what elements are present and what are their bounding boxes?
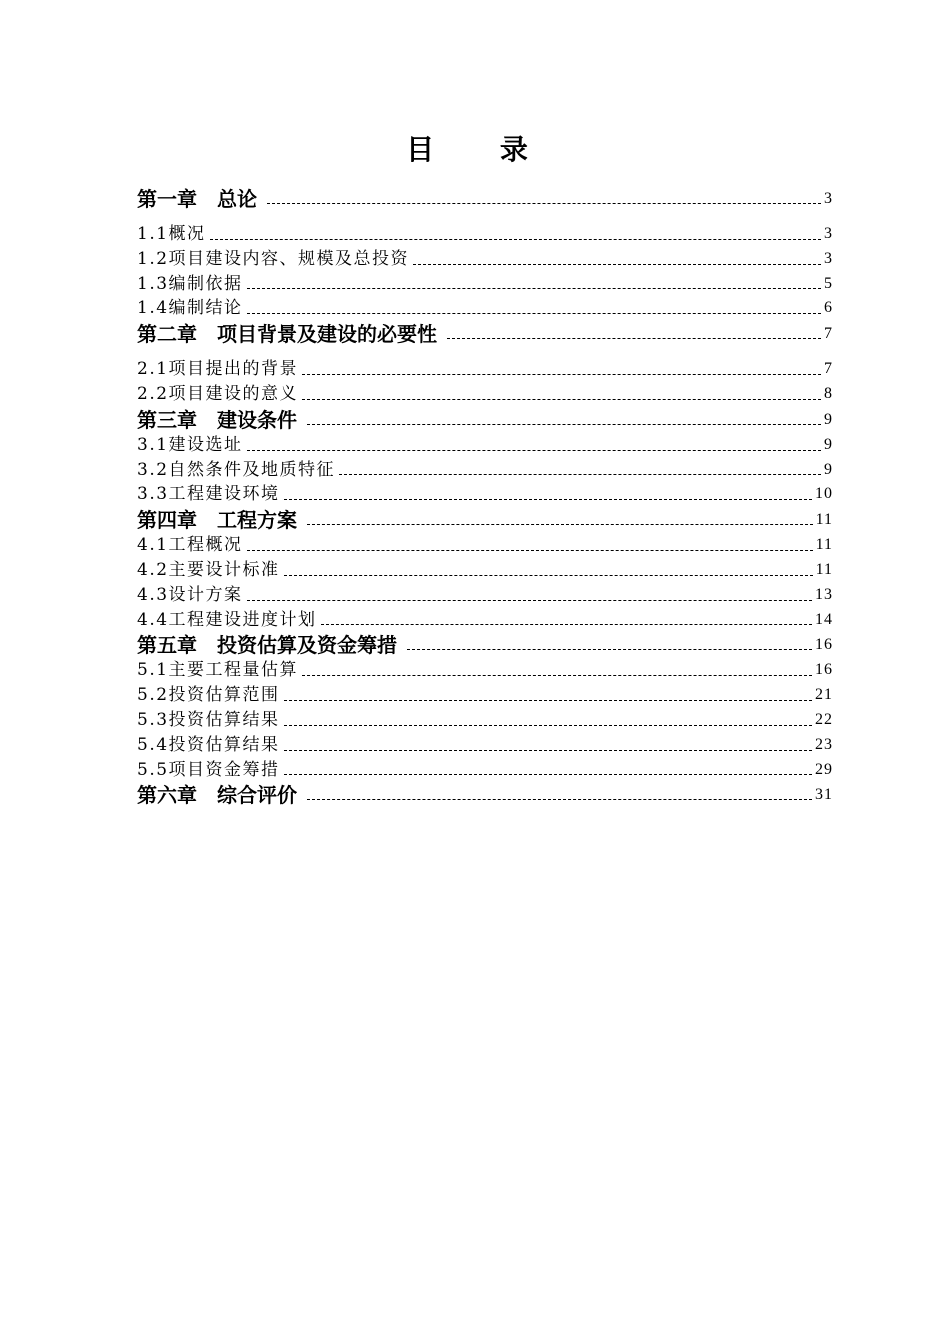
toc-section-3-1[interactable] [137, 433, 833, 458]
toc-chapter-2[interactable] [137, 321, 833, 347]
toc-section-1-4[interactable] [137, 296, 833, 321]
toc-page-number: 16 [815, 661, 833, 679]
toc-section-5-5[interactable] [137, 758, 833, 783]
toc-page-number: 22 [815, 710, 833, 728]
toc-title: 目 录 [406, 133, 556, 166]
toc-entry-text: 3.3工程建设环境 [137, 484, 280, 505]
toc-entry-text: 1.4编制结论 [137, 298, 243, 319]
toc-section-3-2[interactable] [137, 458, 833, 483]
toc-dot-leader [302, 675, 812, 676]
toc-entry-text: 第四章 工程方案 [137, 508, 297, 533]
toc-page-number: 11 [815, 511, 833, 529]
toc-page-number: 9 [824, 435, 833, 453]
toc-dot-leader [284, 750, 812, 751]
toc-entry-text: 1.2项目建设内容、规模及总投资 [137, 248, 410, 269]
toc-page-number: 10 [815, 485, 833, 503]
toc-dot-leader [321, 624, 812, 625]
toc-page-number: 3 [824, 249, 833, 267]
toc-section-4-1[interactable] [137, 533, 833, 558]
toc-dot-leader [247, 288, 821, 289]
toc-page-number: 3 [824, 190, 833, 207]
toc-entry-text: 5.2投资估算范围 [137, 685, 280, 706]
toc-dot-leader [247, 550, 813, 551]
toc-section-5-2[interactable] [137, 683, 833, 708]
toc-entry-text: 3.2自然条件及地质特征 [137, 459, 336, 480]
toc-entry-text: 5.3投资估算结果 [137, 709, 280, 730]
toc-chapter-3[interactable] [137, 407, 833, 433]
toc-page-number: 16 [815, 636, 833, 654]
toc-dot-leader [267, 203, 821, 204]
toc-entry-text: 4.2主要设计标准 [137, 559, 280, 580]
toc-dot-leader [284, 499, 812, 500]
toc-page-number: 14 [815, 610, 833, 628]
toc-entry-text: 1.3编制依据 [137, 273, 243, 294]
toc-section-4-2[interactable] [137, 558, 833, 583]
toc-dot-leader [407, 649, 812, 650]
toc-entry-text: 第一章 总论 [137, 187, 257, 211]
toc-chapter-4[interactable] [137, 507, 833, 533]
toc-section-5-3[interactable] [137, 708, 833, 733]
toc-dot-leader [302, 399, 821, 400]
toc-dot-leader [413, 264, 821, 265]
toc-page-number: 9 [824, 410, 833, 428]
toc-entry-text: 1.1概况 [137, 224, 206, 244]
toc-page-number: 23 [815, 735, 833, 753]
toc-section-3-3[interactable] [137, 482, 833, 507]
toc-section-4-3[interactable] [137, 583, 833, 608]
toc-section-1-2[interactable] [137, 247, 833, 272]
toc-page-number: 21 [815, 686, 833, 704]
toc-page-number: 3 [824, 225, 833, 242]
toc-page-number: 11 [815, 536, 833, 554]
toc-entry-text: 5.5项目资金筹措 [137, 759, 280, 780]
toc-dot-leader [302, 374, 821, 375]
toc-page-number: 8 [824, 384, 833, 402]
toc-page-number: 7 [824, 325, 833, 343]
toc-page-number: 13 [815, 585, 833, 603]
toc-dot-leader [284, 725, 812, 726]
toc-dot-leader [339, 474, 821, 475]
toc-dot-leader [247, 313, 821, 314]
toc-dot-leader [247, 450, 821, 451]
toc-page-number: 29 [815, 760, 833, 778]
toc-chapter-1[interactable] [137, 186, 833, 212]
toc-section-1-1[interactable] [137, 222, 833, 247]
toc-dot-leader [210, 239, 821, 240]
toc-section-5-4[interactable] [137, 733, 833, 758]
toc-entry-text: 第六章 综合评价 [137, 783, 297, 808]
toc-section-1-3[interactable] [137, 272, 833, 297]
toc-entry-text: 5.4投资估算结果 [137, 734, 280, 755]
toc-section-5-1[interactable] [137, 658, 833, 683]
toc-entry-text: 第三章 建设条件 [137, 407, 297, 432]
toc-entry-text: 3.1建设选址 [137, 434, 243, 455]
toc-dot-leader [447, 338, 821, 339]
toc-entry-text: 4.1工程概况 [137, 535, 243, 556]
toc-section-2-1[interactable] [137, 357, 833, 382]
toc-dot-leader [284, 700, 812, 701]
toc-dot-leader [307, 524, 813, 525]
toc-entry-text: 4.3设计方案 [137, 584, 243, 605]
toc-entry-text: 4.4工程建设进度计划 [137, 609, 317, 630]
toc-list [137, 186, 833, 808]
toc-page-number: 9 [824, 460, 833, 478]
toc-entry-text: 2.1项目提出的背景 [137, 359, 299, 380]
toc-dot-leader [307, 799, 812, 800]
toc-page-number: 5 [824, 274, 833, 292]
toc-entry-text: 2.2项目建设的意义 [137, 383, 299, 404]
toc-entry-text: 第二章 项目背景及建设的必要性 [137, 322, 437, 347]
toc-chapter-6[interactable] [137, 782, 833, 808]
toc-section-4-4[interactable] [137, 608, 833, 633]
toc-dot-leader [247, 600, 812, 601]
toc-page-number: 6 [824, 299, 833, 317]
toc-chapter-5[interactable] [137, 632, 833, 658]
toc-section-2-2[interactable] [137, 382, 833, 407]
toc-page-number: 7 [824, 360, 833, 378]
toc-page-number: 11 [815, 560, 833, 578]
toc-page-number: 31 [815, 786, 833, 804]
toc-dot-leader [284, 575, 813, 576]
toc-dot-leader [284, 774, 812, 775]
toc-entry-text: 第五章 投资估算及资金筹措 [137, 633, 397, 658]
toc-dot-leader [307, 424, 821, 425]
toc-entry-text: 5.1主要工程量估算 [137, 660, 299, 681]
